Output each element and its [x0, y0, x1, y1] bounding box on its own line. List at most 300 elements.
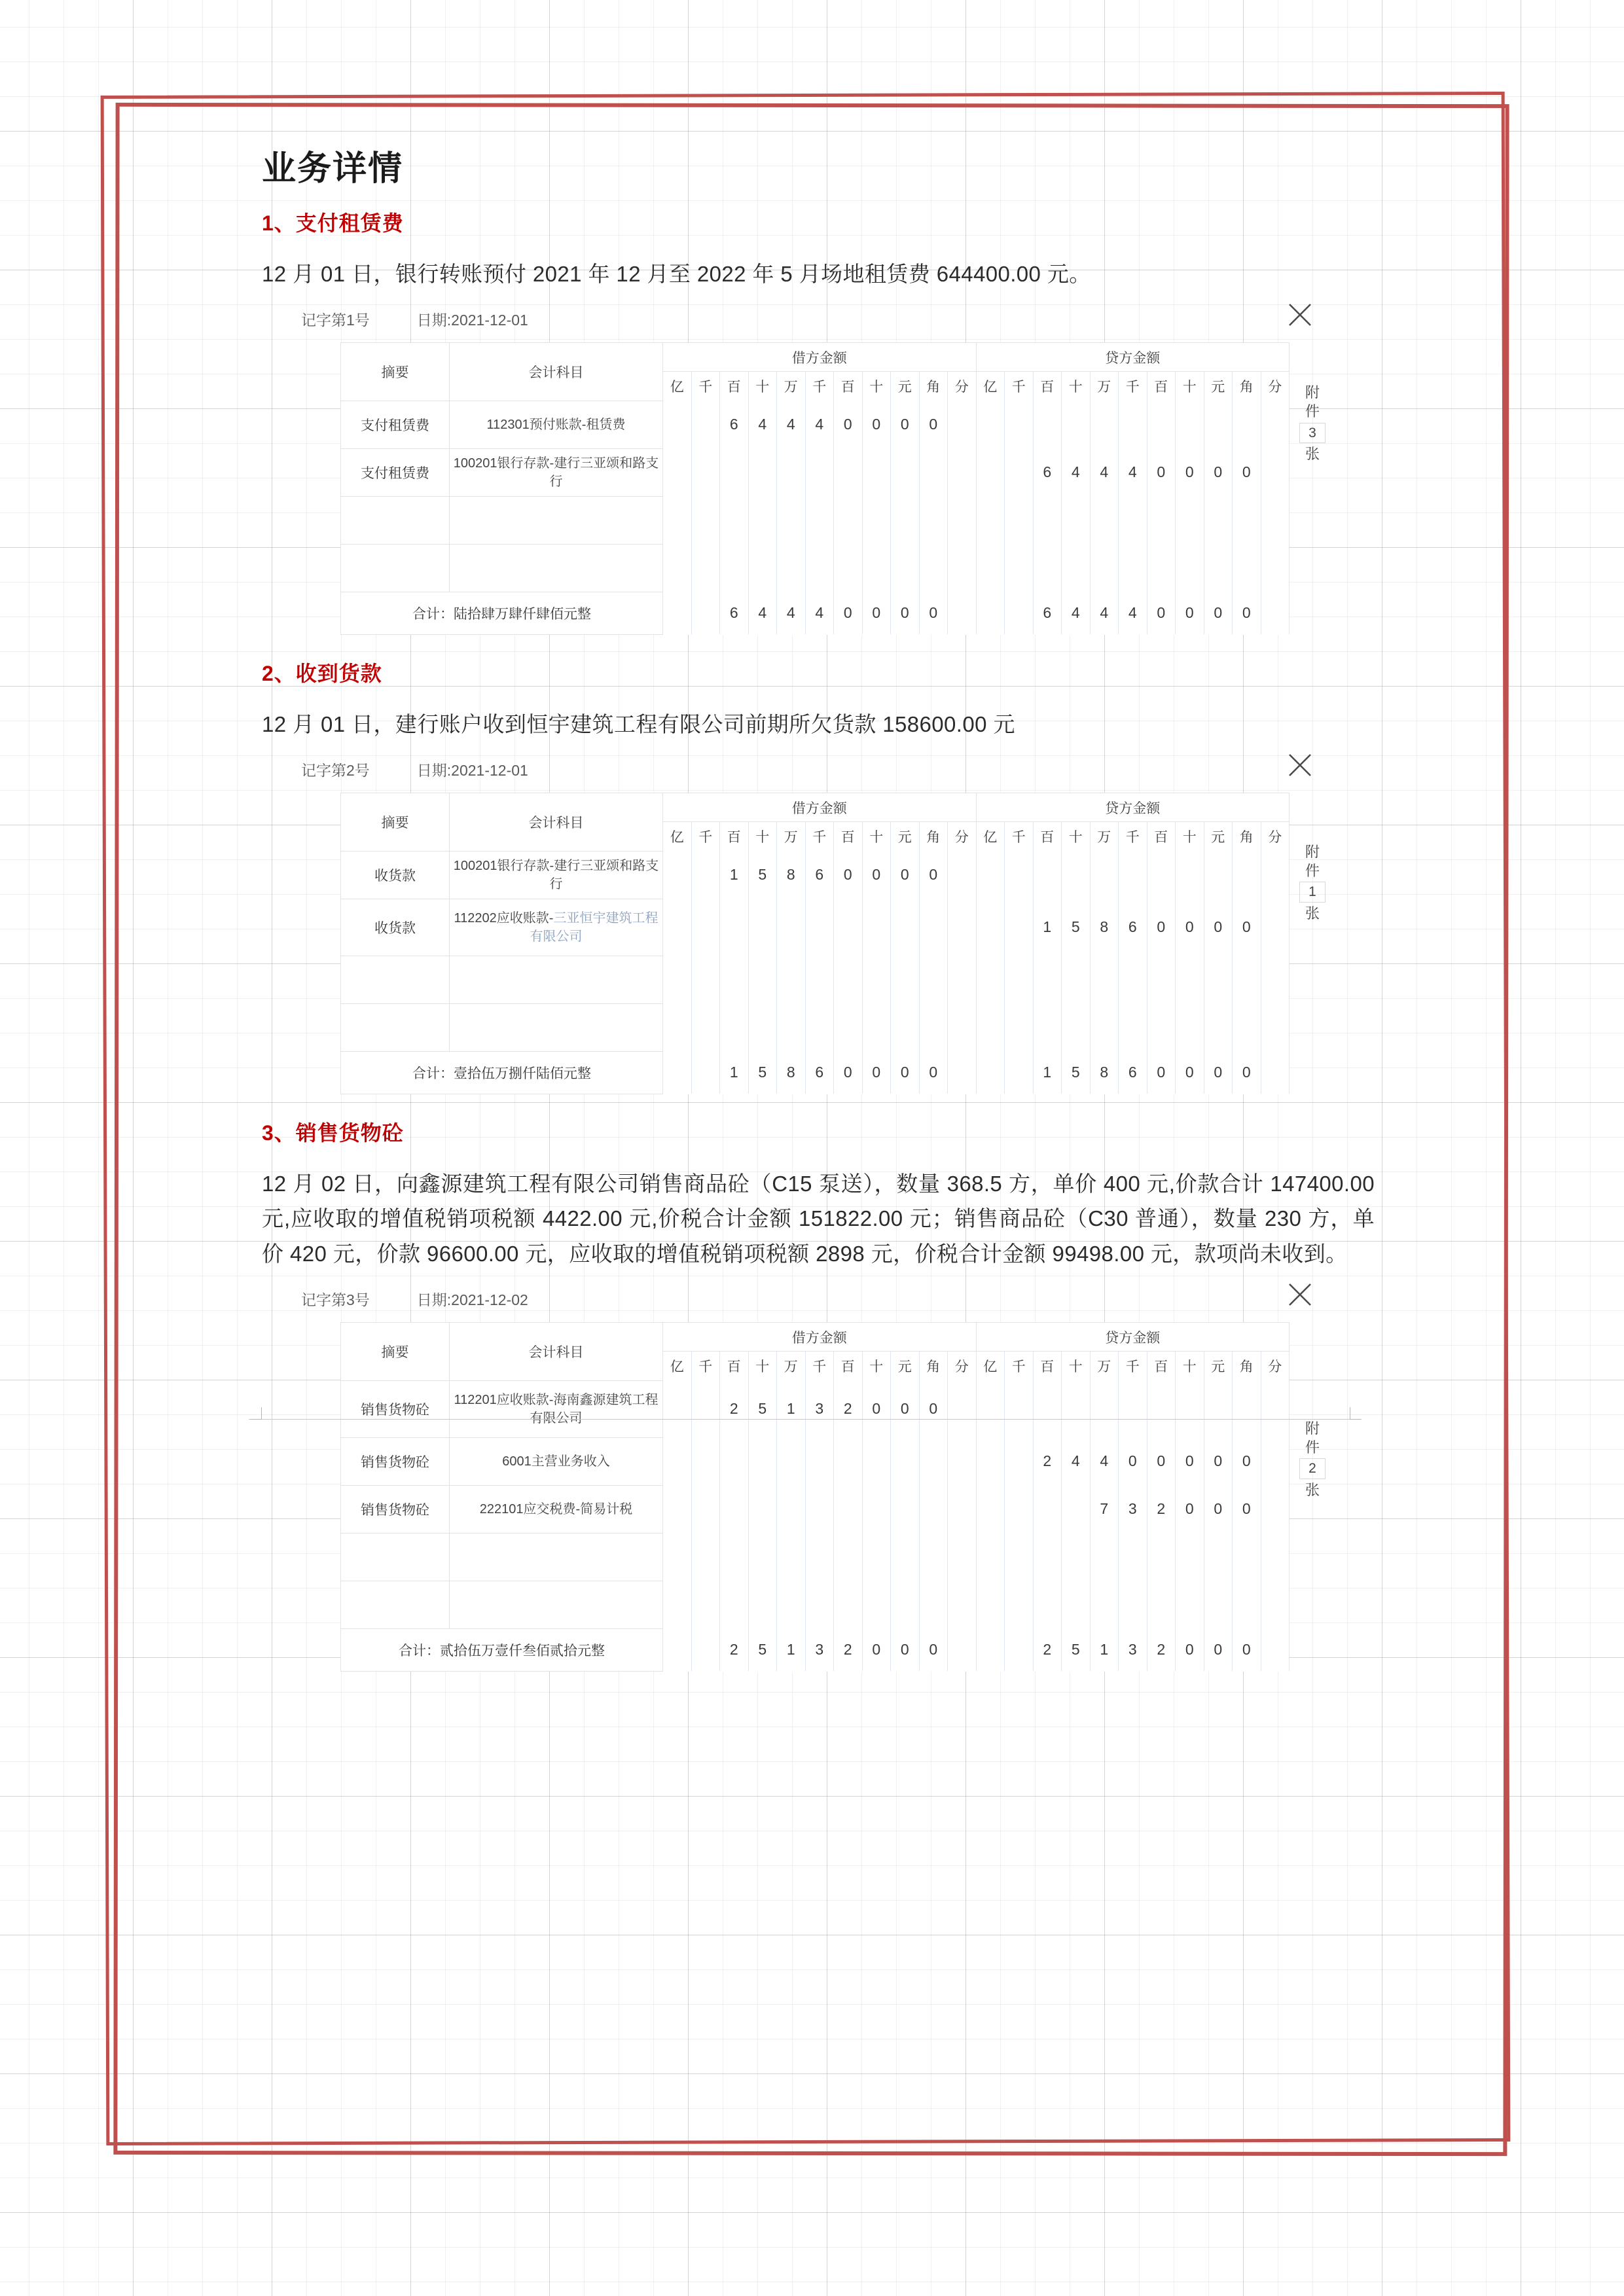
- digit-cell: [948, 544, 977, 592]
- table-row-empty: [341, 1533, 1290, 1581]
- digit-cell: [1261, 544, 1290, 592]
- digit-header: 角: [919, 372, 948, 401]
- digit-header: 千: [691, 822, 720, 852]
- cell-summary: [341, 1581, 450, 1628]
- digit-cell: 0: [862, 851, 891, 899]
- cell-total-label: 合计：贰拾伍万壹仟叁佰贰拾元整: [341, 1628, 663, 1671]
- voucher-body: [340, 1322, 1320, 1672]
- digit-cell: [891, 1485, 920, 1533]
- digit-cell: [919, 956, 948, 1003]
- digit-cell: [976, 1581, 1005, 1628]
- col-header-summary: 摘要: [341, 343, 450, 401]
- digit-header: 元: [1204, 1352, 1233, 1381]
- digit-cell: [976, 1380, 1005, 1437]
- digit-cell: 4: [748, 401, 777, 448]
- digit-cell: [1005, 1533, 1034, 1581]
- digit-cell: 0: [862, 401, 891, 448]
- digit-cell: 0: [1233, 592, 1261, 634]
- cell-summary: 支付租赁费: [341, 401, 450, 448]
- digit-cell: [976, 1003, 1005, 1051]
- digit-cell: 8: [1090, 899, 1119, 956]
- digit-cell: [1261, 1437, 1290, 1485]
- digit-cell: [691, 1051, 720, 1094]
- digit-cell: [948, 956, 977, 1003]
- digit-header: 十: [1176, 822, 1204, 852]
- col-header-debit: 借方金额: [663, 793, 977, 822]
- digit-header: 千: [691, 1352, 720, 1381]
- cell-account: 222101应交税费-简易计税: [450, 1485, 663, 1533]
- voucher-table: [340, 342, 1290, 635]
- digit-cell: [1119, 496, 1147, 544]
- digit-cell: 0: [834, 851, 863, 899]
- digit-header: 角: [1233, 1352, 1261, 1381]
- cell-account: 6001主营业务收入: [450, 1437, 663, 1485]
- attachment-label-2: 件: [1305, 863, 1320, 880]
- digit-cell: [834, 1437, 863, 1485]
- digit-cell: [1204, 544, 1233, 592]
- digit-cell: 0: [1147, 1437, 1176, 1485]
- digit-header: 千: [1005, 372, 1034, 401]
- digit-cell: [1005, 544, 1034, 592]
- digit-cell: 0: [834, 401, 863, 448]
- digit-cell: 0: [1147, 448, 1176, 496]
- cell-account-highlight: 三亚恒宇建筑工程有限公司: [530, 910, 659, 944]
- digit-header: 角: [1233, 822, 1261, 852]
- digit-cell: [1119, 1003, 1147, 1051]
- digit-cell: 4: [1119, 448, 1147, 496]
- digit-cell: [976, 1628, 1005, 1671]
- digit-cell: [1147, 544, 1176, 592]
- digit-cell: [1062, 1380, 1091, 1437]
- digit-cell: [1261, 1003, 1290, 1051]
- digit-header: 百: [720, 822, 749, 852]
- close-icon[interactable]: [1286, 751, 1314, 780]
- digit-cell: [1090, 496, 1119, 544]
- cell-account: 112201应收账款-海南鑫源建筑工程有限公司: [450, 1380, 663, 1437]
- digit-cell: [691, 851, 720, 899]
- digit-cell: 8: [777, 1051, 806, 1094]
- digit-cell: [1147, 1581, 1176, 1628]
- digit-cell: [834, 899, 863, 956]
- page-break-corner-right: [1350, 1407, 1361, 1420]
- attachment-count: [1297, 383, 1327, 463]
- digit-cell: [1005, 956, 1034, 1003]
- digit-header: 百: [1033, 1352, 1062, 1381]
- table-row: [341, 448, 1290, 496]
- digit-cell: [1261, 592, 1290, 634]
- digit-cell: 4: [1090, 592, 1119, 634]
- digit-cell: [919, 496, 948, 544]
- digit-cell: [1147, 1003, 1176, 1051]
- cell-summary: [341, 496, 450, 544]
- voucher-date: 日期:2021-12-01: [416, 311, 528, 329]
- digit-cell: [1204, 1003, 1233, 1051]
- digit-cell: [948, 1533, 977, 1581]
- digit-cell: [805, 448, 834, 496]
- digit-cell: [1062, 544, 1091, 592]
- digit-cell: [748, 899, 777, 956]
- digit-cell: [919, 448, 948, 496]
- digit-cell: [862, 496, 891, 544]
- cell-summary: 收货款: [341, 851, 450, 899]
- digit-cell: 6: [720, 592, 749, 634]
- digit-cell: [834, 956, 863, 1003]
- cell-summary: [341, 1003, 450, 1051]
- digit-cell: [1204, 1533, 1233, 1581]
- digit-header: 千: [805, 822, 834, 852]
- voucher-table: [340, 793, 1290, 1094]
- digit-cell: [805, 899, 834, 956]
- cell-account: [450, 496, 663, 544]
- digit-cell: 2: [1033, 1437, 1062, 1485]
- digit-cell: 0: [1233, 1051, 1261, 1094]
- attachment-number: 3: [1299, 423, 1326, 444]
- cell-summary: 销售货物砼: [341, 1380, 450, 1437]
- digit-header: 亿: [976, 822, 1005, 852]
- digit-cell: 4: [1090, 1437, 1119, 1485]
- digit-cell: 2: [834, 1628, 863, 1671]
- digit-cell: [1005, 1581, 1034, 1628]
- digit-cell: [1119, 851, 1147, 899]
- digit-cell: 0: [862, 1380, 891, 1437]
- digit-cell: [1261, 851, 1290, 899]
- digit-cell: 8: [777, 851, 806, 899]
- digit-cell: 6: [1033, 448, 1062, 496]
- digit-header: 十: [1176, 1352, 1204, 1381]
- digit-cell: [948, 401, 977, 448]
- attachment-label-2: 件: [1305, 403, 1320, 420]
- digit-cell: [720, 496, 749, 544]
- digit-cell: [1261, 1051, 1290, 1094]
- digit-cell: [1261, 1533, 1290, 1581]
- digit-cell: [1233, 1533, 1261, 1581]
- digit-cell: 0: [1204, 448, 1233, 496]
- digit-cell: [1005, 851, 1034, 899]
- table-row: [341, 1380, 1290, 1437]
- digit-cell: [777, 956, 806, 1003]
- digit-cell: [1176, 1533, 1204, 1581]
- digit-cell: [976, 1437, 1005, 1485]
- digit-cell: [1005, 899, 1034, 956]
- digit-cell: [720, 899, 749, 956]
- digit-cell: [891, 1533, 920, 1581]
- digit-cell: [1062, 1581, 1091, 1628]
- digit-cell: [976, 448, 1005, 496]
- digit-cell: [691, 1533, 720, 1581]
- digit-cell: [834, 1003, 863, 1051]
- digit-cell: [976, 956, 1005, 1003]
- digit-cell: [1147, 1533, 1176, 1581]
- digit-cell: [976, 496, 1005, 544]
- table-row: [341, 851, 1290, 899]
- digit-cell: [1033, 544, 1062, 592]
- digit-cell: [948, 899, 977, 956]
- sections-container: [262, 207, 1375, 1672]
- digit-cell: [720, 1533, 749, 1581]
- digit-cell: 6: [1033, 592, 1062, 634]
- digit-cell: 0: [1204, 1051, 1233, 1094]
- digit-cell: [976, 851, 1005, 899]
- digit-cell: [1090, 1003, 1119, 1051]
- digit-cell: 4: [805, 401, 834, 448]
- digit-header: 角: [919, 1352, 948, 1381]
- digit-header: 元: [1204, 372, 1233, 401]
- digit-cell: [1033, 1485, 1062, 1533]
- table-row: [341, 899, 1290, 956]
- document-content: [262, 141, 1375, 1672]
- digit-header: 亿: [976, 372, 1005, 401]
- digit-cell: [1062, 851, 1091, 899]
- col-header-account: 会计科目: [450, 793, 663, 852]
- digit-cell: [1033, 496, 1062, 544]
- cell-account: 112301预付账款-租赁费: [450, 401, 663, 448]
- digit-cell: [1147, 851, 1176, 899]
- digit-header: 万: [1090, 822, 1119, 852]
- digit-cell: 3: [805, 1380, 834, 1437]
- digit-cell: [1261, 1380, 1290, 1437]
- digit-cell: [1233, 1380, 1261, 1437]
- cell-summary: 收货款: [341, 899, 450, 956]
- digit-cell: [691, 1003, 720, 1051]
- digit-header: 元: [1204, 822, 1233, 852]
- digit-cell: 0: [1233, 899, 1261, 956]
- digit-cell: [1033, 1380, 1062, 1437]
- digit-cell: [1005, 448, 1034, 496]
- digit-cell: 6: [1119, 899, 1147, 956]
- digit-cell: 2: [720, 1380, 749, 1437]
- cell-summary: 销售货物砼: [341, 1485, 450, 1533]
- digit-cell: [1261, 496, 1290, 544]
- digit-cell: [1147, 401, 1176, 448]
- page-title: 业务详情: [262, 149, 404, 188]
- digit-cell: 1: [1033, 1051, 1062, 1094]
- digit-header: 万: [777, 372, 806, 401]
- digit-cell: [1033, 956, 1062, 1003]
- digit-cell: [976, 401, 1005, 448]
- digit-cell: [777, 448, 806, 496]
- section-paragraph-2: 12 月 01 日，建行账户收到恒宇建筑工程有限公司前期所欠货款 158600.00 元: [262, 711, 1015, 736]
- digit-cell: [1261, 899, 1290, 956]
- digit-header: 千: [1119, 1352, 1147, 1381]
- digit-cell: [777, 1485, 806, 1533]
- digit-cell: [720, 544, 749, 592]
- digit-cell: 0: [891, 851, 920, 899]
- digit-header: 分: [948, 1352, 977, 1381]
- cell-account: [450, 956, 663, 1003]
- digit-cell: [805, 1581, 834, 1628]
- digit-cell: [805, 1533, 834, 1581]
- digit-cell: [919, 544, 948, 592]
- digit-cell: [720, 1581, 749, 1628]
- voucher-date: 日期:2021-12-02: [416, 1291, 528, 1308]
- close-icon[interactable]: [1286, 1280, 1314, 1309]
- digit-cell: [891, 899, 920, 956]
- digit-cell: [663, 592, 692, 634]
- digit-cell: 0: [919, 592, 948, 634]
- digit-header: 百: [1147, 822, 1176, 852]
- digit-cell: 4: [1062, 1437, 1091, 1485]
- digit-header: 十: [1062, 1352, 1091, 1381]
- digit-cell: [976, 592, 1005, 634]
- digit-cell: 1: [1090, 1628, 1119, 1671]
- digit-cell: 0: [1176, 1628, 1204, 1671]
- digit-cell: 2: [834, 1380, 863, 1437]
- digit-cell: 0: [1176, 1485, 1204, 1533]
- digit-cell: 6: [1119, 1051, 1147, 1094]
- digit-header: 亿: [663, 372, 692, 401]
- close-icon[interactable]: [1286, 300, 1314, 329]
- cell-account: 100201银行存款-建行三亚颂和路支行: [450, 851, 663, 899]
- digit-cell: [948, 496, 977, 544]
- digit-cell: [805, 544, 834, 592]
- digit-cell: [1204, 496, 1233, 544]
- digit-header: 分: [948, 372, 977, 401]
- digit-cell: [691, 401, 720, 448]
- digit-cell: 5: [1062, 899, 1091, 956]
- digit-cell: [1176, 401, 1204, 448]
- digit-cell: [1033, 1003, 1062, 1051]
- digit-cell: [948, 1051, 977, 1094]
- digit-cell: 1: [720, 851, 749, 899]
- digit-cell: [1119, 1581, 1147, 1628]
- digit-header: 分: [948, 822, 977, 852]
- digit-cell: [1233, 956, 1261, 1003]
- digit-cell: [834, 1533, 863, 1581]
- digit-cell: [1090, 1380, 1119, 1437]
- voucher-header-bar: [301, 302, 1355, 342]
- digit-cell: 0: [891, 401, 920, 448]
- digit-cell: 2: [1147, 1628, 1176, 1671]
- digit-cell: [834, 544, 863, 592]
- digit-cell: [1090, 1581, 1119, 1628]
- digit-header: 百: [1033, 822, 1062, 852]
- digit-cell: [748, 544, 777, 592]
- digit-header: 元: [891, 372, 920, 401]
- digit-cell: [805, 1003, 834, 1051]
- digit-cell: [1005, 496, 1034, 544]
- digit-cell: [1176, 956, 1204, 1003]
- digit-header: 百: [1033, 372, 1062, 401]
- digit-cell: 0: [919, 1380, 948, 1437]
- digit-cell: [1176, 1003, 1204, 1051]
- digit-cell: 2: [1033, 1628, 1062, 1671]
- digit-header: 千: [805, 372, 834, 401]
- digit-cell: [1204, 851, 1233, 899]
- digit-header: 亿: [663, 1352, 692, 1381]
- voucher-body: [340, 793, 1320, 1094]
- col-header-credit: 贷方金额: [976, 793, 1290, 822]
- digit-cell: [919, 1437, 948, 1485]
- digit-cell: [862, 544, 891, 592]
- digit-cell: [1233, 851, 1261, 899]
- page-break-corner-left: [251, 1407, 262, 1420]
- digit-header: 百: [720, 1352, 749, 1381]
- digit-cell: 4: [1090, 448, 1119, 496]
- digit-cell: [919, 1485, 948, 1533]
- digit-cell: 0: [919, 851, 948, 899]
- digit-header: 分: [1261, 822, 1290, 852]
- digit-cell: [691, 1437, 720, 1485]
- digit-header: 分: [1261, 372, 1290, 401]
- digit-cell: [663, 1380, 692, 1437]
- digit-cell: 5: [748, 851, 777, 899]
- table-row-empty: [341, 1581, 1290, 1628]
- digit-cell: [1005, 1628, 1034, 1671]
- col-header-summary: 摘要: [341, 793, 450, 852]
- voucher-number: 记字第1号: [301, 311, 370, 329]
- digit-cell: [1261, 1581, 1290, 1628]
- digit-cell: [1062, 1003, 1091, 1051]
- digit-cell: [663, 1581, 692, 1628]
- digit-cell: 0: [834, 592, 863, 634]
- digit-cell: 5: [748, 1051, 777, 1094]
- digit-cell: 0: [891, 1628, 920, 1671]
- digit-cell: 4: [1062, 592, 1091, 634]
- digit-cell: [1090, 1533, 1119, 1581]
- digit-cell: [891, 544, 920, 592]
- digit-cell: [919, 1581, 948, 1628]
- col-header-account: 会计科目: [450, 1323, 663, 1381]
- section-paragraph-1: 12 月 01 日，银行转账预付 2021 年 12 月至 2022 年 5 月场地租赁费 644400.00 元。: [262, 262, 1091, 286]
- digit-cell: 0: [1233, 448, 1261, 496]
- attachment-unit: 张: [1305, 1482, 1320, 1499]
- digit-cell: [948, 851, 977, 899]
- digit-cell: [1005, 1437, 1034, 1485]
- digit-cell: [691, 899, 720, 956]
- cell-account: [450, 1533, 663, 1581]
- voucher-3: [301, 1282, 1355, 1672]
- digit-cell: 5: [748, 1380, 777, 1437]
- digit-cell: [1062, 401, 1091, 448]
- digit-cell: [862, 1485, 891, 1533]
- digit-header: 万: [777, 1352, 806, 1381]
- digit-cell: 2: [1147, 1485, 1176, 1533]
- attachment-label-2: 件: [1305, 1439, 1320, 1456]
- table-row-empty: [341, 956, 1290, 1003]
- digit-cell: 4: [748, 592, 777, 634]
- attachment-count: [1297, 1419, 1327, 1499]
- attachment-label-1: 附: [1305, 844, 1320, 861]
- table-row-total: [341, 592, 1290, 634]
- digit-cell: [948, 1380, 977, 1437]
- digit-cell: [1147, 496, 1176, 544]
- cell-summary: 支付租赁费: [341, 448, 450, 496]
- digit-cell: [748, 956, 777, 1003]
- digit-cell: 0: [1204, 1437, 1233, 1485]
- digit-cell: 3: [1119, 1485, 1147, 1533]
- digit-cell: 0: [1119, 1437, 1147, 1485]
- digit-cell: [1033, 401, 1062, 448]
- digit-cell: 4: [777, 592, 806, 634]
- digit-cell: 8: [1090, 1051, 1119, 1094]
- digit-cell: [862, 1581, 891, 1628]
- digit-cell: [891, 1003, 920, 1051]
- digit-cell: [691, 1628, 720, 1671]
- section-paragraph-3: 12 月 02 日，向鑫源建筑工程有限公司销售商品砼（C15 泵送），数量 368.5 方，单价 400 元,价款合计 147400.00 元,应收取的增值税销项税额 4422.00 元,价税合计金额 151822.00 元；销售商品砼（C30 普通），数量 230 方，单价 420 元，价款 96600.00 元，应收取的增值税销项税额 2898 元，价税合计金额 99498.00 元，款项尚未收到。: [262, 1171, 1375, 1266]
- digit-header: 十: [1176, 372, 1204, 401]
- digit-cell: [948, 1485, 977, 1533]
- digit-cell: [834, 496, 863, 544]
- voucher-date: 日期:2021-12-01: [416, 761, 528, 779]
- cell-account: 112202应收账款-三亚恒宇建筑工程有限公司: [450, 899, 663, 956]
- digit-cell: [834, 1485, 863, 1533]
- digit-cell: [1204, 1581, 1233, 1628]
- digit-cell: [1005, 1485, 1034, 1533]
- digit-cell: [1176, 496, 1204, 544]
- attachment-number: 1: [1299, 882, 1326, 903]
- attachment-unit: 张: [1305, 446, 1320, 463]
- digit-cell: 0: [1176, 448, 1204, 496]
